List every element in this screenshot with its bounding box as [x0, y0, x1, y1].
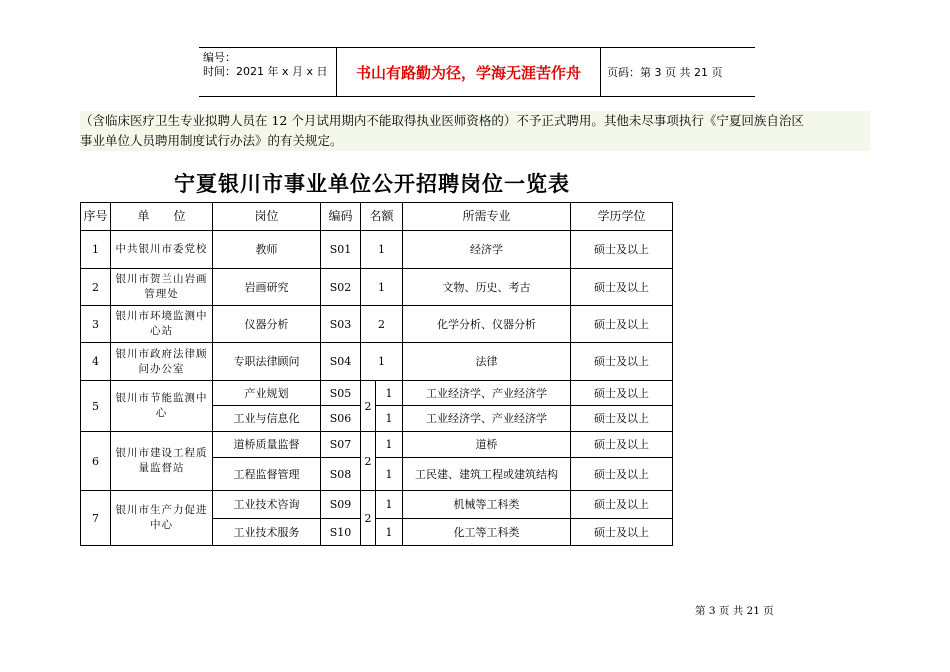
- header-quota: 名额: [361, 203, 403, 231]
- header-motto: 书山有路勤为径，学海无涯苦作舟: [337, 48, 601, 96]
- time-label: 时间：2021 年 x 月 x 日: [203, 65, 328, 78]
- document-header: [199, 47, 755, 97]
- code-cell: S03: [321, 306, 361, 343]
- header-degree: 学历学位: [571, 203, 673, 231]
- code-cell: S07: [321, 432, 361, 458]
- table-row: [81, 306, 673, 343]
- seq-cell: 4: [81, 343, 111, 381]
- quota-cell: 1: [361, 343, 403, 381]
- note-line-1: （含临床医疗卫生专业拟聘人员在 12 个月试用期内不能取得执业医师资格的）不予正式聘用。其他未尽事项执行《宁夏回族自治区: [80, 113, 804, 128]
- code-cell: S04: [321, 343, 361, 381]
- code-cell: S10: [321, 519, 361, 546]
- major-cell: 法律: [403, 343, 571, 381]
- code-cell: S06: [321, 406, 361, 432]
- header-meta: [199, 48, 337, 96]
- number-label: 编号：: [203, 51, 236, 64]
- seq-cell: 7: [81, 491, 111, 546]
- quota-cell: 1: [376, 491, 403, 519]
- quota-cell: 1: [376, 432, 403, 458]
- page-footer: 第 3 页 共 21 页: [695, 605, 774, 617]
- major-cell: 文物、历史、考古: [403, 269, 571, 306]
- quota-cell: 1: [376, 406, 403, 432]
- quota-cell: 1: [376, 381, 403, 406]
- post-cell: 工业技术咨询: [213, 491, 321, 519]
- quota-cell: 2: [361, 306, 403, 343]
- code-cell: S09: [321, 491, 361, 519]
- quota-total-cell: 2: [361, 381, 376, 432]
- major-cell: 道桥: [403, 432, 571, 458]
- degree-cell: 硕士及以上: [571, 406, 673, 432]
- degree-cell: 硕士及以上: [571, 306, 673, 343]
- quota-cell: 1: [376, 519, 403, 546]
- code-cell: S08: [321, 458, 361, 491]
- header-major: 所需专业: [403, 203, 571, 231]
- degree-cell: 硕士及以上: [571, 343, 673, 381]
- unit-cell: 银川市贺兰山岩画管理处: [111, 269, 213, 306]
- table-row: [81, 381, 673, 406]
- code-cell: S02: [321, 269, 361, 306]
- table-row: [81, 343, 673, 381]
- header-unit: 单 位: [111, 203, 213, 231]
- code-cell: S01: [321, 231, 361, 269]
- major-cell: 化工等工科类: [403, 519, 571, 546]
- post-cell: 产业规划: [213, 381, 321, 406]
- recruitment-table: [80, 202, 673, 546]
- post-cell: 仪器分析: [213, 306, 321, 343]
- quota-total-cell: 2: [361, 491, 376, 546]
- degree-cell: 硕士及以上: [571, 432, 673, 458]
- header-code: 编码: [321, 203, 361, 231]
- table-header-row: [81, 203, 673, 231]
- post-cell: 工程监督管理: [213, 458, 321, 491]
- seq-cell: 6: [81, 432, 111, 491]
- table-row: [81, 432, 673, 458]
- degree-cell: 硕士及以上: [571, 231, 673, 269]
- major-cell: 经济学: [403, 231, 571, 269]
- unit-cell: 银川市生产力促进中心: [111, 491, 213, 546]
- post-cell: 道桥质量监督: [213, 432, 321, 458]
- code-cell: S05: [321, 381, 361, 406]
- degree-cell: 硕士及以上: [571, 491, 673, 519]
- seq-cell: 3: [81, 306, 111, 343]
- post-cell: 工业与信息化: [213, 406, 321, 432]
- post-cell: 专职法律顾问: [213, 343, 321, 381]
- table-row: [81, 491, 673, 519]
- header-page-label: 页码：第 3 页 共 21 页: [607, 66, 723, 79]
- degree-cell: 硕士及以上: [571, 269, 673, 306]
- quota-cell: 1: [376, 458, 403, 491]
- major-cell: 工民建、建筑工程或建筑结构: [403, 458, 571, 491]
- unit-cell: 银川市建设工程质量监督站: [111, 432, 213, 491]
- header-post: 岗位: [213, 203, 321, 231]
- table-row: [81, 269, 673, 306]
- quota-total-cell: 2: [361, 432, 376, 491]
- unit-cell: 银川市环境监测中心站: [111, 306, 213, 343]
- major-cell: 化学分析、仪器分析: [403, 306, 571, 343]
- page-title: 宁夏银川市事业单位公开招聘岗位一览表: [174, 172, 570, 196]
- note-line-2: 事业单位人员聘用制度试行办法》的有关规定。: [80, 133, 343, 148]
- unit-cell: 银川市政府法律顾问办公室: [111, 343, 213, 381]
- unit-cell: 银川市节能监测中心: [111, 381, 213, 432]
- unit-cell: 中共银川市委党校: [111, 231, 213, 269]
- degree-cell: 硕士及以上: [571, 381, 673, 406]
- seq-cell: 5: [81, 381, 111, 432]
- degree-cell: 硕士及以上: [571, 458, 673, 491]
- quota-cell: 1: [361, 269, 403, 306]
- post-cell: 工业技术服务: [213, 519, 321, 546]
- degree-cell: 硕士及以上: [571, 519, 673, 546]
- note-paragraph: [80, 111, 870, 151]
- header-seq: 序号: [81, 203, 111, 231]
- major-cell: 工业经济学、产业经济学: [403, 406, 571, 432]
- seq-cell: 2: [81, 269, 111, 306]
- seq-cell: 1: [81, 231, 111, 269]
- post-cell: 教师: [213, 231, 321, 269]
- major-cell: 机械等工科类: [403, 491, 571, 519]
- major-cell: 工业经济学、产业经济学: [403, 381, 571, 406]
- table-row: [81, 231, 673, 269]
- quota-cell: 1: [361, 231, 403, 269]
- post-cell: 岩画研究: [213, 269, 321, 306]
